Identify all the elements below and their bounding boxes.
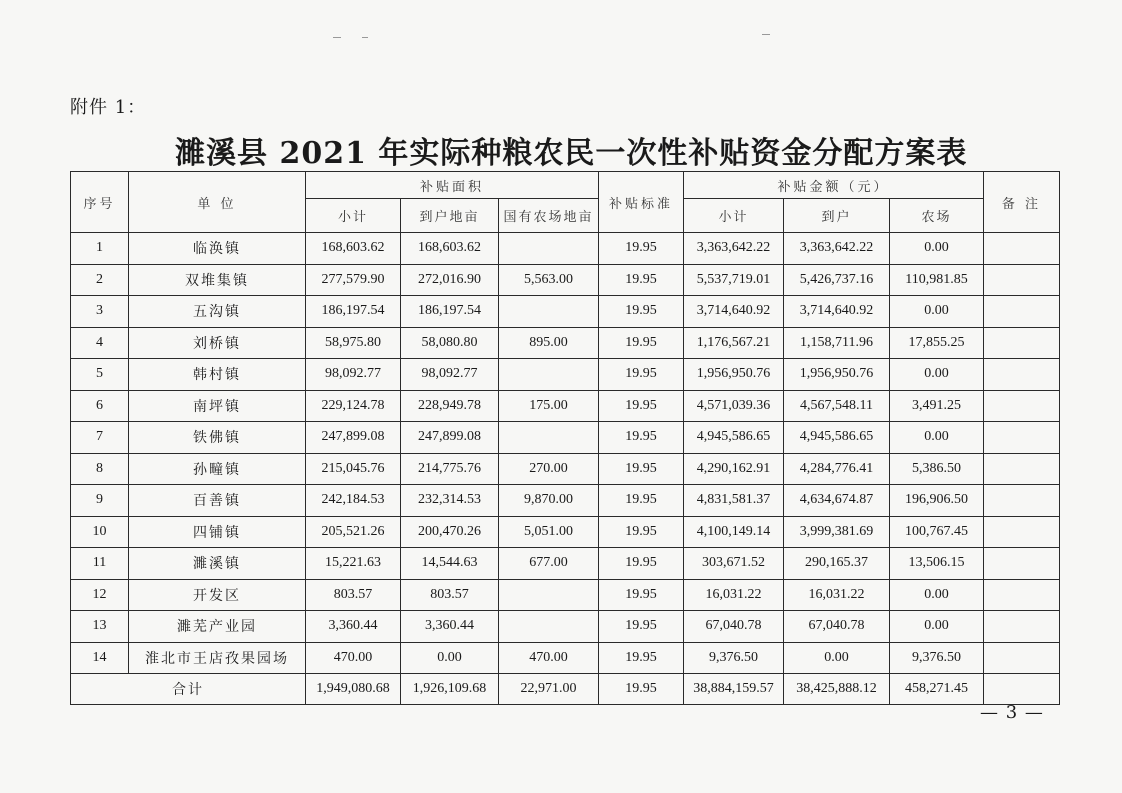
cell-amount-household: 3,714,640.92 [784, 296, 890, 328]
header-standard: 补贴标准 [599, 172, 684, 233]
cell-amount-household: 1,956,950.76 [784, 359, 890, 391]
cell-seq: 8 [71, 453, 129, 485]
cell-standard: 19.95 [599, 327, 684, 359]
cell-amount-household: 5,426,737.16 [784, 264, 890, 296]
cell-amount-household: 1,158,711.96 [784, 327, 890, 359]
table-row [71, 390, 1060, 422]
cell-area-subtotal: 168,603.62 [306, 233, 401, 265]
cell-standard: 19.95 [599, 453, 684, 485]
scan-speck [762, 34, 770, 35]
cell-area-state-farm: 470.00 [499, 642, 599, 674]
cell-seq: 11 [71, 548, 129, 580]
cell-area-household: 14,544.63 [401, 548, 499, 580]
cell-remarks [984, 296, 1060, 328]
cell-remarks [984, 485, 1060, 517]
header-area-group: 补贴面积 [306, 172, 599, 199]
header-unit: 单 位 [129, 172, 306, 233]
cell-standard: 19.95 [599, 548, 684, 580]
cell-amount-farm: 0.00 [890, 579, 984, 611]
cell-unit: 临涣镇 [129, 233, 306, 265]
header-area-state-farm: 国有农场地亩 [499, 199, 599, 233]
total-amount-household: 38,425,888.12 [784, 674, 890, 705]
cell-unit: 南坪镇 [129, 390, 306, 422]
cell-amount-household: 4,567,548.11 [784, 390, 890, 422]
cell-amount-farm: 17,855.25 [890, 327, 984, 359]
cell-area-household: 247,899.08 [401, 422, 499, 454]
cell-amount-household: 16,031.22 [784, 579, 890, 611]
cell-standard: 19.95 [599, 359, 684, 391]
cell-amount-subtotal: 9,376.50 [684, 642, 784, 674]
cell-amount-subtotal: 1,176,567.21 [684, 327, 784, 359]
table-row [71, 327, 1060, 359]
table-row [71, 579, 1060, 611]
cell-area-household: 200,470.26 [401, 516, 499, 548]
cell-remarks [984, 422, 1060, 454]
cell-standard: 19.95 [599, 485, 684, 517]
cell-seq: 2 [71, 264, 129, 296]
cell-area-state-farm: 175.00 [499, 390, 599, 422]
cell-amount-subtotal: 4,945,586.65 [684, 422, 784, 454]
total-row [71, 674, 1060, 705]
cell-seq: 12 [71, 579, 129, 611]
cell-amount-subtotal: 67,040.78 [684, 611, 784, 643]
cell-amount-farm: 0.00 [890, 422, 984, 454]
cell-seq: 5 [71, 359, 129, 391]
cell-standard: 19.95 [599, 422, 684, 454]
cell-standard: 19.95 [599, 233, 684, 265]
cell-seq: 7 [71, 422, 129, 454]
total-amount-farm: 458,271.45 [890, 674, 984, 705]
cell-remarks [984, 548, 1060, 580]
cell-area-subtotal: 186,197.54 [306, 296, 401, 328]
cell-area-household: 803.57 [401, 579, 499, 611]
cell-unit: 韩村镇 [129, 359, 306, 391]
cell-area-subtotal: 470.00 [306, 642, 401, 674]
cell-area-state-farm [499, 611, 599, 643]
cell-unit: 五沟镇 [129, 296, 306, 328]
cell-area-state-farm [499, 233, 599, 265]
cell-remarks [984, 516, 1060, 548]
header-amount-group: 补贴金额（元） [684, 172, 984, 199]
cell-unit: 开发区 [129, 579, 306, 611]
total-area-state-farm: 22,971.00 [499, 674, 599, 705]
table-header-row [71, 172, 1060, 199]
cell-area-state-farm: 270.00 [499, 453, 599, 485]
cell-remarks [984, 611, 1060, 643]
cell-remarks [984, 233, 1060, 265]
cell-area-household: 232,314.53 [401, 485, 499, 517]
header-area-subtotal: 小计 [306, 199, 401, 233]
cell-amount-household: 4,284,776.41 [784, 453, 890, 485]
cell-area-household: 168,603.62 [401, 233, 499, 265]
total-area-subtotal: 1,949,080.68 [306, 674, 401, 705]
scan-speck [362, 37, 368, 38]
cell-amount-farm: 0.00 [890, 233, 984, 265]
cell-area-household: 98,092.77 [401, 359, 499, 391]
cell-amount-subtotal: 5,537,719.01 [684, 264, 784, 296]
table-row [71, 296, 1060, 328]
header-amount-farm: 农场 [890, 199, 984, 233]
table-row [71, 611, 1060, 643]
table-row [71, 233, 1060, 265]
cell-remarks [984, 390, 1060, 422]
cell-amount-subtotal: 3,363,642.22 [684, 233, 784, 265]
cell-area-household: 272,016.90 [401, 264, 499, 296]
page-number: — 3 — [980, 702, 1044, 723]
cell-area-state-farm: 9,870.00 [499, 485, 599, 517]
cell-unit: 百善镇 [129, 485, 306, 517]
cell-amount-farm: 5,386.50 [890, 453, 984, 485]
cell-amount-household: 4,634,674.87 [784, 485, 890, 517]
cell-remarks [984, 359, 1060, 391]
table-row [71, 264, 1060, 296]
table-body [71, 233, 1060, 705]
table-row [71, 453, 1060, 485]
scan-speck [333, 37, 341, 38]
header-amount-subtotal: 小计 [684, 199, 784, 233]
cell-unit: 铁佛镇 [129, 422, 306, 454]
annex-label: 附件 1： [70, 97, 147, 118]
cell-area-subtotal: 15,221.63 [306, 548, 401, 580]
cell-area-household: 0.00 [401, 642, 499, 674]
cell-area-state-farm: 895.00 [499, 327, 599, 359]
cell-amount-subtotal: 4,571,039.36 [684, 390, 784, 422]
cell-seq: 1 [71, 233, 129, 265]
cell-amount-household: 3,363,642.22 [784, 233, 890, 265]
cell-standard: 19.95 [599, 390, 684, 422]
cell-standard: 19.95 [599, 516, 684, 548]
cell-area-household: 228,949.78 [401, 390, 499, 422]
cell-amount-farm: 13,506.15 [890, 548, 984, 580]
cell-standard: 19.95 [599, 579, 684, 611]
header-remarks: 备 注 [984, 172, 1060, 233]
cell-seq: 10 [71, 516, 129, 548]
cell-area-subtotal: 205,521.26 [306, 516, 401, 548]
cell-amount-farm: 0.00 [890, 359, 984, 391]
cell-amount-farm: 0.00 [890, 296, 984, 328]
cell-amount-household: 3,999,381.69 [784, 516, 890, 548]
cell-amount-subtotal: 4,290,162.91 [684, 453, 784, 485]
cell-area-state-farm: 677.00 [499, 548, 599, 580]
cell-area-household: 58,080.80 [401, 327, 499, 359]
cell-amount-farm: 0.00 [890, 611, 984, 643]
cell-amount-subtotal: 16,031.22 [684, 579, 784, 611]
cell-area-state-farm [499, 422, 599, 454]
cell-amount-subtotal: 1,956,950.76 [684, 359, 784, 391]
cell-amount-subtotal: 3,714,640.92 [684, 296, 784, 328]
cell-amount-farm: 9,376.50 [890, 642, 984, 674]
cell-unit: 刘桥镇 [129, 327, 306, 359]
cell-standard: 19.95 [599, 296, 684, 328]
cell-remarks [984, 264, 1060, 296]
header-seq: 序号 [71, 172, 129, 233]
cell-unit: 双堆集镇 [129, 264, 306, 296]
cell-remarks [984, 327, 1060, 359]
cell-area-state-farm: 5,051.00 [499, 516, 599, 548]
cell-standard: 19.95 [599, 642, 684, 674]
cell-remarks [984, 642, 1060, 674]
cell-area-state-farm: 5,563.00 [499, 264, 599, 296]
cell-area-subtotal: 247,899.08 [306, 422, 401, 454]
cell-area-subtotal: 277,579.90 [306, 264, 401, 296]
table-row [71, 359, 1060, 391]
cell-amount-household: 67,040.78 [784, 611, 890, 643]
cell-seq: 14 [71, 642, 129, 674]
total-remarks [984, 674, 1060, 705]
table-row [71, 642, 1060, 674]
cell-area-subtotal: 3,360.44 [306, 611, 401, 643]
cell-area-subtotal: 242,184.53 [306, 485, 401, 517]
cell-area-subtotal: 215,045.76 [306, 453, 401, 485]
cell-seq: 13 [71, 611, 129, 643]
cell-seq: 6 [71, 390, 129, 422]
cell-seq: 3 [71, 296, 129, 328]
cell-area-state-farm [499, 579, 599, 611]
cell-remarks [984, 579, 1060, 611]
total-label: 合计 [71, 674, 306, 705]
table-row [71, 422, 1060, 454]
cell-area-subtotal: 58,975.80 [306, 327, 401, 359]
total-area-household: 1,926,109.68 [401, 674, 499, 705]
table-row [71, 485, 1060, 517]
cell-area-subtotal: 229,124.78 [306, 390, 401, 422]
allocation-table [70, 171, 1060, 705]
cell-standard: 19.95 [599, 611, 684, 643]
cell-area-state-farm [499, 296, 599, 328]
cell-amount-farm: 196,906.50 [890, 485, 984, 517]
cell-remarks [984, 453, 1060, 485]
cell-seq: 4 [71, 327, 129, 359]
cell-amount-household: 290,165.37 [784, 548, 890, 580]
cell-unit: 淮北市王店孜果园场 [129, 642, 306, 674]
table-row [71, 516, 1060, 548]
cell-amount-household: 4,945,586.65 [784, 422, 890, 454]
cell-area-household: 3,360.44 [401, 611, 499, 643]
cell-amount-farm: 3,491.25 [890, 390, 984, 422]
header-amount-household: 到户 [784, 199, 890, 233]
cell-unit: 濉溪镇 [129, 548, 306, 580]
cell-area-household: 214,775.76 [401, 453, 499, 485]
total-amount-subtotal: 38,884,159.57 [684, 674, 784, 705]
document-title: 濉溪县 2021 年实际种粮农民一次性补贴资金分配方案表 [175, 136, 968, 171]
cell-seq: 9 [71, 485, 129, 517]
cell-area-subtotal: 803.57 [306, 579, 401, 611]
cell-amount-subtotal: 303,671.52 [684, 548, 784, 580]
total-standard: 19.95 [599, 674, 684, 705]
header-area-household: 到户地亩 [401, 199, 499, 233]
cell-standard: 19.95 [599, 264, 684, 296]
cell-amount-farm: 100,767.45 [890, 516, 984, 548]
cell-area-state-farm [499, 359, 599, 391]
table-row [71, 548, 1060, 580]
cell-unit: 四铺镇 [129, 516, 306, 548]
cell-amount-subtotal: 4,100,149.14 [684, 516, 784, 548]
cell-amount-farm: 110,981.85 [890, 264, 984, 296]
cell-amount-household: 0.00 [784, 642, 890, 674]
cell-area-household: 186,197.54 [401, 296, 499, 328]
cell-unit: 孙疃镇 [129, 453, 306, 485]
cell-area-subtotal: 98,092.77 [306, 359, 401, 391]
cell-amount-subtotal: 4,831,581.37 [684, 485, 784, 517]
cell-unit: 濉芜产业园 [129, 611, 306, 643]
